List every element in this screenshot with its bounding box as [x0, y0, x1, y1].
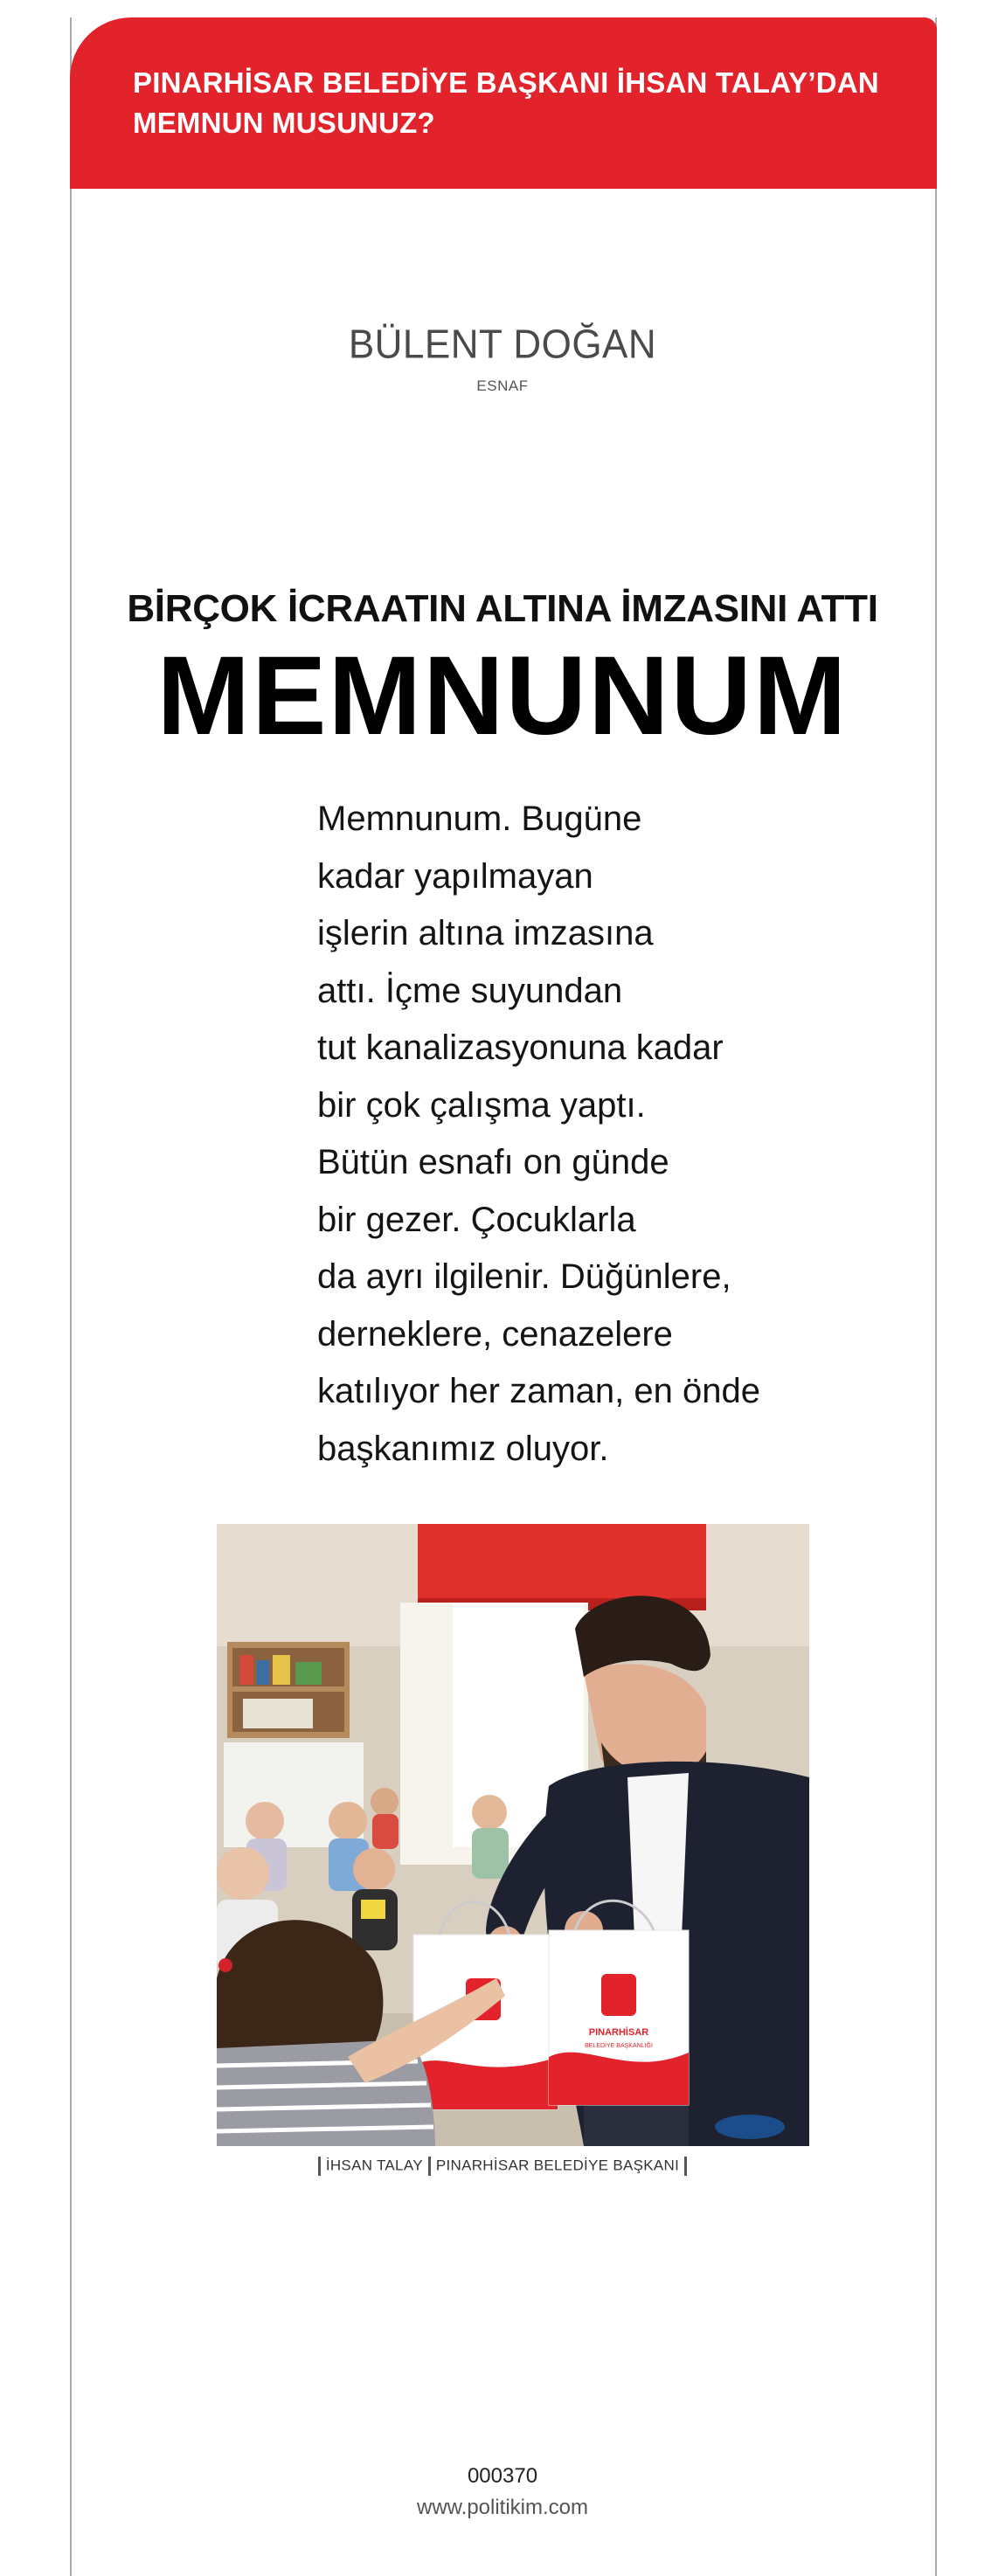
caption-separator — [684, 2157, 687, 2176]
respondent-role: ESNAF — [476, 377, 529, 394]
respondent-name: BÜLENT DOĞAN — [348, 322, 657, 368]
quote-line: Memnunum. Bugüne — [317, 800, 642, 838]
quote-line: kadar yapılmayan — [317, 856, 593, 896]
caption-person-title: PINARHİSAR BELEDİYE BAŞKANI — [435, 2157, 680, 2174]
header-banner — [70, 17, 937, 189]
quote-line: başkanımız oluyor. — [317, 1429, 609, 1468]
title-line-2: MEMNUN MUSUNUZ? — [133, 107, 435, 139]
article-headline: MEMNUNUM — [156, 634, 849, 758]
caption-person-name: İHSAN TALAY — [325, 2157, 423, 2174]
respondent-quote — [317, 791, 807, 1478]
quote-line: bir gezer. Çocuklarla — [317, 1200, 636, 1239]
mayor-photo — [217, 1524, 809, 2146]
quote-line: derneklere, cenazelere — [317, 1314, 673, 1354]
quote-line: da ayrı ilgilenir. Düğünlere, — [317, 1257, 731, 1296]
website-link[interactable]: www.politikim.com — [416, 2496, 589, 2519]
quote-line: işlerin altına imzasına — [317, 914, 654, 952]
article-subheadline: BİRÇOK İCRAATIN ALTINA İMZASINI ATTI — [127, 587, 878, 630]
article-code: 000370 — [467, 2464, 538, 2488]
caption-separator — [428, 2157, 431, 2176]
title-line-1: PINARHİSAR BELEDİYE BAŞKANI İHSAN TALAY’DAN — [133, 66, 879, 99]
quote-line: tut kanalizasyonuna kadar — [317, 1028, 724, 1067]
quote-line: Bütün esnafı on günde — [317, 1143, 669, 1181]
bag-brand-text: PINARHİSAR — [588, 2027, 649, 2038]
photo-caption — [0, 2157, 1005, 2176]
quote-line: attı. İçme suyundan — [317, 971, 623, 1010]
survey-question-title — [133, 63, 919, 143]
quote-line: katılıyor her zaman, en önde — [317, 1372, 760, 1410]
bag-subtitle-text: BELEDİYE BAŞKANLIĞI — [585, 2043, 653, 2049]
quote-line: bir çok çalışma yaptı. — [317, 1085, 646, 1125]
caption-separator — [318, 2157, 321, 2176]
